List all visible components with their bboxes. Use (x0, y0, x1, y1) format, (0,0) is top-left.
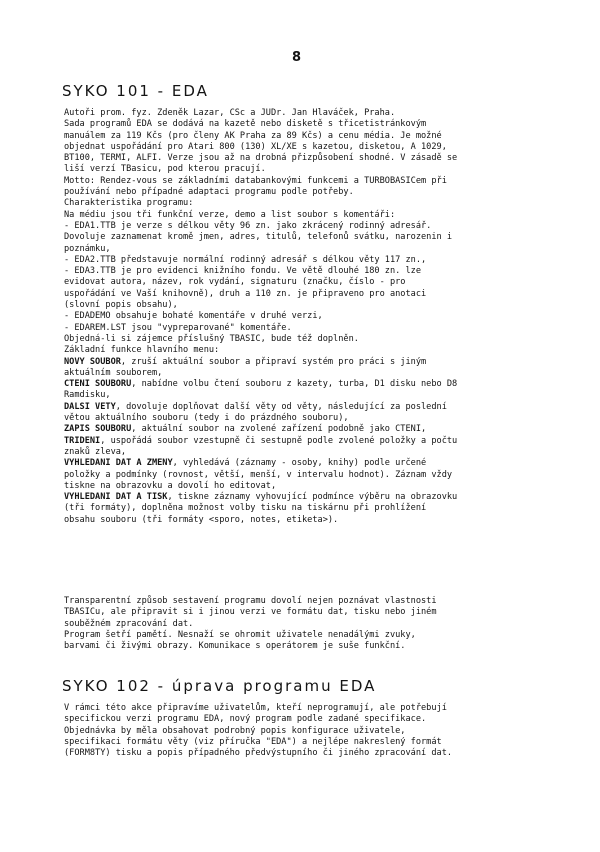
text-line: znaků zleva, (64, 446, 127, 457)
text-line: DALSI VETY, dovoluje doplňovat další věty od věty, následující za poslední (64, 401, 447, 412)
text-line: Transparentní způsob sestavení programu dovolí nejen poznávat vlastnosti (64, 596, 437, 606)
text-line: specifickou verzi programu EDA, nový program podle zadané specifikace. (64, 714, 427, 725)
text-line: manuálem za 119 Kčs (pro členy AK Praha za 89 Kčs) a cenu média. Je možné (64, 130, 442, 141)
section-title-syko-101: SYKO 101 - EDA (62, 82, 209, 100)
text-line: BT100, TERMI, ALFI. Verze jsou až na drobná přizpůsobení shodné. V zásadě se (64, 153, 458, 164)
text-line: používání nebo případné adaptaci programu podle potřeby. (64, 187, 354, 198)
text-line: - EDA2.TTB představuje normální rodinný adresář s délkou věty 117 zn., (64, 254, 427, 265)
text-line: Dovoluje zaznamenat kromě jmen, adres, titulů, telefonů svátku, narozenin i (64, 232, 453, 243)
text-line: - EDA1.TTB je verze s délkou věty 96 zn. jako zkrácený rodinný adresář. (64, 220, 432, 231)
section-body-syko-102 (64, 703, 550, 759)
text-line: obsahu souboru (tři formáty <sporo, notes, etiketa>). (64, 514, 339, 525)
text-line: Motto: Rendez-vous se základními databankovými funkcemi a TURBOBASICem při (64, 175, 447, 186)
text-line: - EDADEMO obsahuje bohaté komentáře v druhé verzi, (64, 311, 323, 322)
text-line: (tři formáty), doplněna možnost volby tisku na tiskárnu při prohlížení (64, 503, 427, 514)
text-line: Program šetří pamětí. Nesnaží se ohromit uživatele nenadálými zvuky, (64, 629, 416, 640)
text-line: větou aktuálního souboru (tedy i do prázdného souboru), (64, 413, 349, 424)
text-line: Autoři prom. fyz. Zdeněk Lazar, CSc a JUDr. Jan Hlaváček, Praha. (64, 108, 396, 118)
text-line: Objedná-li si zájemce příslušný TBASIC, bude též doplněn. (64, 333, 359, 344)
text-line: objednat uspořádání pro Atari 800 (130) XL/XE s kazetou, disketou, A 1029, (64, 141, 447, 152)
menu-function-name: NOVY SOUBOR (64, 356, 121, 367)
text-line: uspořádání ve Vaší knihovně), druh a 110 zn. je připraveno pro anotaci (64, 288, 427, 299)
text-line: Základní funkce hlavního menu: (64, 345, 220, 356)
text-line: TRIDENI, uspořádá soubor vzestupně či sestupně podle zvolené položky a počtu (64, 435, 458, 446)
menu-function-name: DALSI VETY (64, 401, 116, 412)
section-closing-syko-101 (64, 596, 550, 652)
text-line: - EDAREM.LST jsou "vypreparované" komentáře. (64, 322, 292, 333)
text-line: NOVY SOUBOR, zruší aktuální soubor a připraví systém pro práci s jiným (64, 356, 427, 367)
menu-function-name: TRIDENI (64, 435, 101, 446)
text-line: liší verzí TBasicu, pod kterou pracují. (64, 164, 266, 175)
text-line: Ramdisku, (64, 390, 111, 401)
text-line: souběžném zpracování dat. (64, 618, 194, 629)
text-line: ZAPIS SOUBORU, aktuální soubor na zvolené zařízení podobně jako CTENI, (64, 424, 427, 435)
text-line: CTENI SOUBORU, nabídne volbu čtení souboru z kazety, turba, D1 disku nebo D8 (64, 379, 458, 390)
text-line: barvami či živými obrazy. Komunikace s operátorem je suše funkční. (64, 641, 406, 652)
text-line: aktuálním souborem, (64, 367, 163, 378)
section-title-syko-102: SYKO 102 - úprava programu EDA (62, 677, 377, 695)
text-line: - EDA3.TTB je pro evidenci knižního fondu. Ve větě dlouhé 180 zn. lze (64, 266, 421, 277)
menu-function-name: VYHLEDANI DAT A TISK (64, 492, 168, 503)
text-line: tiskne na obrazovku a dovolí ho editovat, (64, 480, 277, 491)
text-line: položky a podmínky (rovnost, větší, menší, v intervalu hodnot). Záznam vždy (64, 469, 453, 480)
menu-function-name: VYHLEDANI DAT A ZMENY (64, 458, 173, 469)
text-line: (slovní popis obsahu), (64, 300, 178, 311)
section-body-syko-101 (64, 108, 550, 526)
menu-function-name: ZAPIS SOUBORU (64, 424, 132, 435)
text-line: TBASICu, ale připravit si i jinou verzi ve formátu dat, tisku nebo jiném (64, 607, 437, 618)
text-line: Sada programů EDA se dodává na kazetě nebo disketě s třicetistránkovým (64, 119, 427, 130)
page-number: 8 (292, 50, 302, 65)
text-line: poznámku, (64, 243, 111, 254)
text-line: specifikaci formátu věty (viz příručka "EDA") a nejlépe nakreslený formát (64, 736, 442, 747)
menu-function-name: CTENI SOUBORU (64, 379, 132, 390)
text-line: Charakteristika programu: (64, 198, 194, 209)
text-line: VYHLEDANI DAT A ZMENY, vyhledává (záznamy - osoby, knihy) podle určené (64, 458, 427, 469)
text-line: Objednávka by měla obsahovat podrobný popis konfigurace uživatele, (64, 725, 406, 736)
text-line: VYHLEDANI DAT A TISK, tiskne záznamy vyhovující podmínce výběru na obrazovku (64, 492, 458, 503)
text-line: V rámci této akce připravíme uživatelům, kteří neprogramují, ale potřebují (64, 703, 447, 713)
text-line: (FORM8TY) tisku a popis případného předvýstupního či jiného zpracování dat. (64, 748, 453, 759)
text-line: Na médiu jsou tři funkční verze, demo a list soubor s komentáři: (64, 209, 396, 220)
text-line: evidovat autora, název, rok vydání, signaturu (značku, číslo - pro (64, 277, 406, 288)
